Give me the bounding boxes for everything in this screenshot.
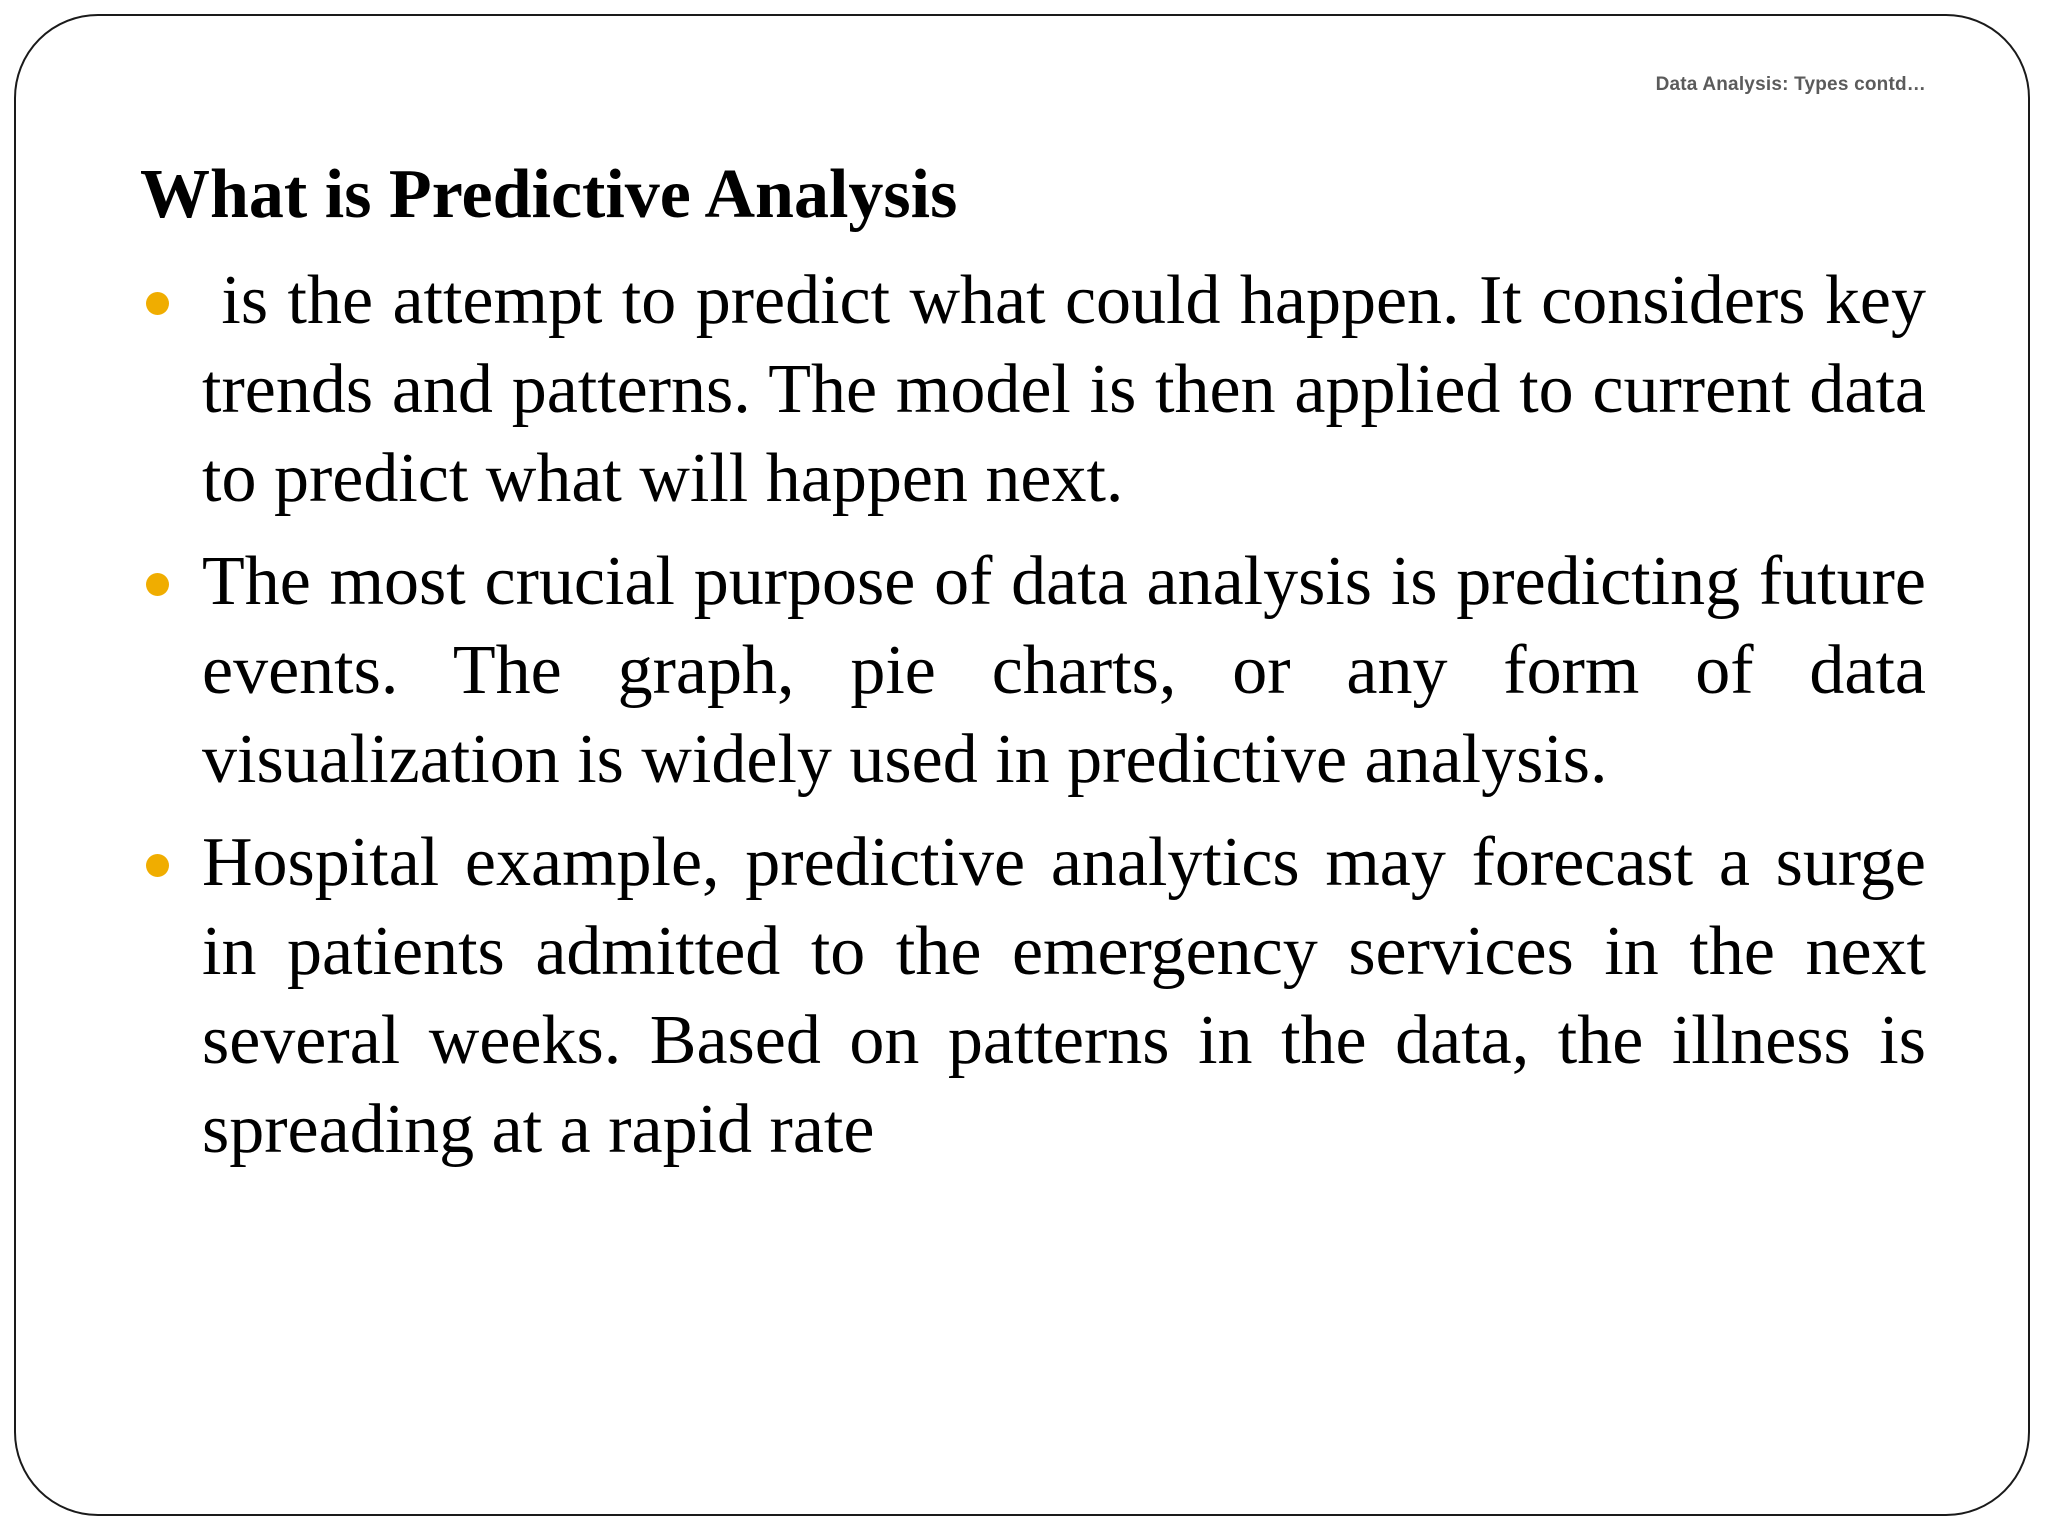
bullet-text: is the attempt to predict what could happen. It considers key trends and patterns. The model is then applied to current data to predict what will happen next. — [202, 262, 1926, 517]
bullet-text: The most crucial purpose of data analysis is predicting future events. The graph, pie charts, or any form of data visualization is widely used in predictive analysis. — [202, 543, 1926, 798]
bullet-item — [140, 256, 1926, 523]
bullet-dot-icon — [146, 854, 169, 877]
slide-header: Data Analysis: Types contd… — [1655, 74, 1926, 95]
bullet-text: Hospital example, predictive analytics may forecast a surge in patients admitted to the emergency services in the next several weeks. Based on patterns in the data, the illness is spreading at a rapid rate — [202, 824, 1926, 1168]
bullet-list — [140, 256, 1926, 1188]
slide-title: What is Predictive Analysis — [140, 156, 958, 233]
bullet-item — [140, 818, 1926, 1174]
bullet-item — [140, 537, 1926, 804]
bullet-dot-icon — [146, 573, 169, 596]
bullet-dot-icon — [146, 292, 169, 315]
